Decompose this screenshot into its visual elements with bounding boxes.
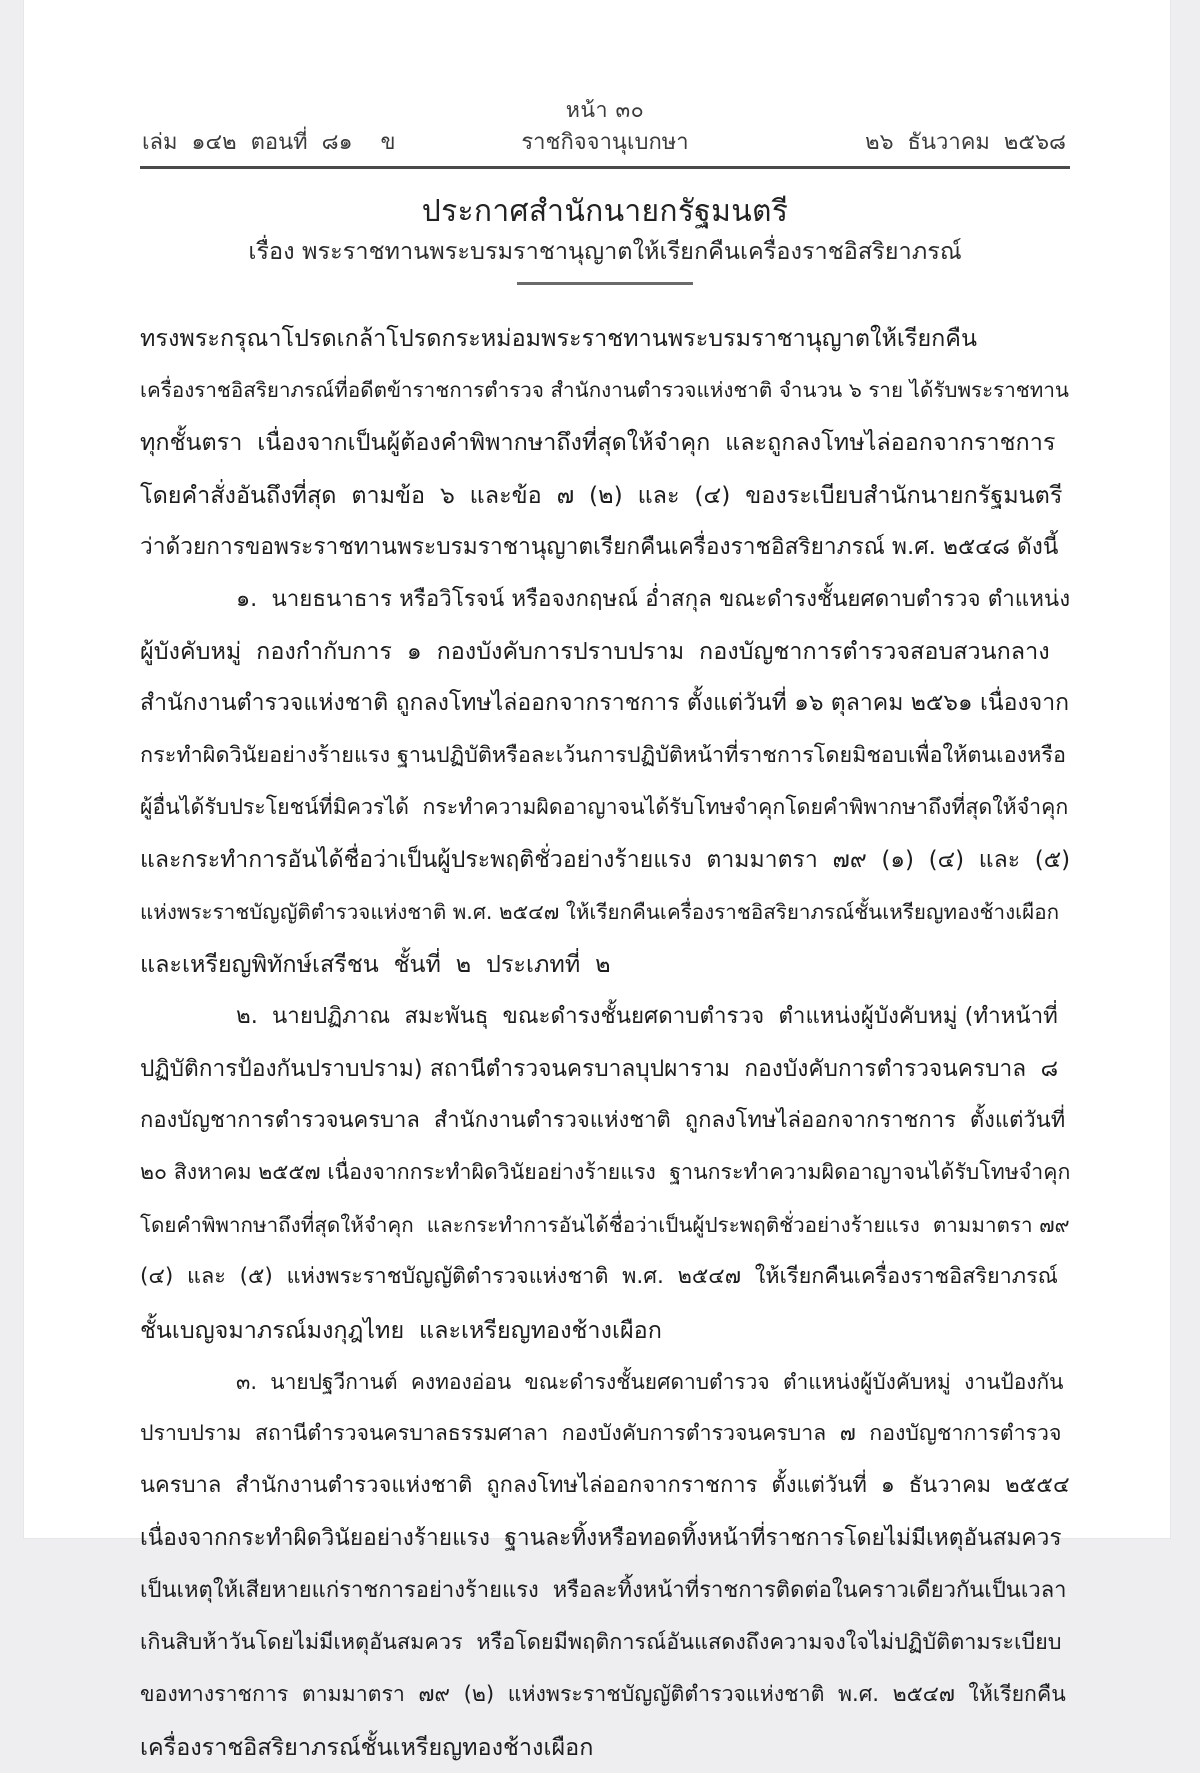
body-line: กองบัญชาการตำรวจนครบาล สำนักงานตำรวจแห่งชาติ ถูกลงโทษไล่ออกจากราชการ ตั้งแต่วันที่ — [140, 1107, 1066, 1133]
page-content-area — [140, 0, 1070, 1762]
body-line: แห่งพระราชบัญญัติตำรวจแห่งชาติ พ.ศ. ๒๕๔๗ ให้เรียกคืนเครื่องราชอิสริยาภรณ์ชั้นเหรียญทองช้างเผือก — [140, 900, 1060, 925]
body-line: ปราบปราม สถานีตำรวจนครบาลธรรมศาลา กองบังคับการตำรวจนครบาล ๗ กองบัญชาการตำรวจ — [140, 1420, 1062, 1446]
body-line: (๔) และ (๕) แห่งพระราชบัญญัติตำรวจแห่งชาติ พ.ศ. ๒๕๔๗ ให้เรียกคืนเครื่องราชอิสริยาภรณ์ — [140, 1264, 1058, 1290]
body-line: ๒. นายปฏิภาณ สมะพันธุ ขณะดำรงชั้นยศดาบตำรวจ ตำแหน่งผู้บังคับหมู่ (ทำหน้าที่ — [236, 1003, 1058, 1030]
publication-date-label: ๒๖ ธันวาคม ๒๕๖๘ — [865, 130, 1066, 155]
body-line: เนื่องจากกระทำผิดวินัยอย่างร้ายแรง ฐานละทิ้งหรือทอดทิ้งหน้าที่ราชการโดยไม่มีเหตุอันสมควร — [140, 1525, 1062, 1552]
body-line: ผู้บังคับหมู่ กองกำกับการ ๑ กองบังคับการปราบปราม กองบัญชาการตำรวจสอบสวนกลาง — [140, 637, 1050, 666]
body-line: เครื่องราชอิสริยาภรณ์ชั้นเหรียญทองช้างเผือก — [140, 1733, 594, 1762]
body-line: เกินสิบห้าวันโดยไม่มีเหตุอันสมควร หรือโดยมีพฤติการณ์อันแสดงถึงความจงใจไม่ปฏิบัติตามระเบียบ — [140, 1629, 1062, 1655]
body-line: ๑. นายธนาธาร หรือวิโรจน์ หรือจงกฤษณ์ อ่ำสกุล ขณะดำรงชั้นยศดาบตำรวจ ตำแหน่ง — [236, 585, 1070, 612]
body-line: และกระทำการอันได้ชื่อว่าเป็นผู้ประพฤติชั่วอย่างร้ายแรง ตามมาตรา ๗๙ (๑) (๔) และ (๕) — [140, 846, 1070, 873]
body-line: ของทางราชการ ตามมาตรา ๗๙ (๒) แห่งพระราชบัญญัติตำรวจแห่งชาติ พ.ศ. ๒๕๔๗ ให้เรียกคืน — [140, 1681, 1066, 1707]
paragraph-preamble — [140, 312, 1070, 573]
body-line: ทุกชั้นตรา เนื่องจากเป็นผู้ต้องคำพิพากษาถึงที่สุดให้จำคุก และถูกลงโทษไล่ออกจากราชการ — [140, 428, 1056, 457]
document-subject: เรื่อง พระราชทานพระบรมราชานุญาตให้เรียกคืนเครื่องราชอิสริยาภรณ์ — [248, 237, 962, 265]
body-line: ทรงพระกรุณาโปรดเกล้าโปรดกระหม่อมพระราชทานพระบรมราชานุญาตให้เรียกคืน — [140, 324, 977, 352]
body-line: ผู้อื่นได้รับประโยชน์ที่มิควรได้ กระทำความผิดอาญาจนได้รับโทษจำคุกโดยคำพิพากษาถึงที่สุดให้จำคุก — [140, 794, 1069, 820]
running-head-row — [140, 126, 1070, 160]
body-line: เครื่องราชอิสริยาภรณ์ที่อดีตข้าราชการตำรวจ สำนักงานตำรวจแห่งชาติ จำนวน ๖ ราย ได้รับพระราชทาน — [140, 378, 1069, 403]
document-body — [140, 312, 1070, 1773]
paragraph-item-3 — [140, 1356, 1070, 1773]
body-line: ๓. นายปฐวีกานต์ คงทองอ่อน ขณะดำรงชั้นยศดาบตำรวจ ตำแหน่งผู้บังคับหมู่ งานป้องกัน — [236, 1369, 1064, 1394]
running-head — [140, 96, 1070, 160]
header-rule — [140, 166, 1070, 169]
document-title: ประกาศสำนักนายกรัฐมนตรี — [421, 194, 789, 229]
body-line: และเหรียญพิทักษ์เสรีชน ชั้นที่ ๒ ประเภทที่ ๒ — [140, 950, 611, 979]
gazette-name-label: ราชกิจจานุเบกษา — [521, 130, 689, 155]
page-number-label: หน้า ๓๐ — [565, 98, 645, 123]
body-line: ๒๐ สิงหาคม ๒๕๕๗ เนื่องจากกระทำผิดวินัยอย่างร้ายแรง ฐานกระทำความผิดอาญาจนได้รับโทษจำคุก — [140, 1160, 1070, 1185]
body-line: นครบาล สำนักงานตำรวจแห่งชาติ ถูกลงโทษไล่ออกจากราชการ ตั้งแต่วันที่ ๑ ธันวาคม ๒๕๕๔ — [140, 1473, 1070, 1499]
body-line: กระทำผิดวินัยอย่างร้ายแรง ฐานปฏิบัติหรือละเว้นการปฏิบัติหน้าที่ราชการโดยมิชอบเพื่อให้ตนเองหรือ — [140, 742, 1067, 768]
paragraph-item-1 — [140, 573, 1070, 991]
body-line: ชั้นเบญจมาภรณ์มงกุฎไทย และเหรียญทองช้างเผือก — [140, 1315, 662, 1344]
body-line: ว่าด้วยการขอพระราชทานพระบรมราชานุญาตเรียกคืนเครื่องราชอิสริยาภรณ์ พ.ศ. ๒๕๔๘ ดังนี้ — [140, 533, 1059, 560]
body-line: ปฏิบัติการป้องกันปราบปราม) สถานีตำรวจนครบาลบุปผาราม กองบังคับการตำรวจนครบาล ๘ — [140, 1055, 1059, 1082]
title-block — [140, 192, 1070, 285]
body-line: โดยคำพิพากษาถึงที่สุดให้จำคุก และกระทำการอันได้ชื่อว่าเป็นผู้ประพฤติชั่วอย่างร้ายแรง ตามมาตรา ๗๙ — [140, 1213, 1070, 1238]
body-line: โดยคำสั่งอันถึงที่สุด ตามข้อ ๖ และข้อ ๗ (๒) และ (๔) ของระเบียบสำนักนายกรัฐมนตรี — [140, 480, 1063, 509]
document-page — [24, 0, 1170, 1762]
title-divider — [517, 282, 693, 285]
volume-issue-label: เล่ม ๑๔๒ ตอนที่ ๘๑ ข — [142, 130, 396, 155]
paragraph-item-2 — [140, 990, 1070, 1355]
body-line: เป็นเหตุให้เสียหายแก่ราชการอย่างร้ายแรง หรือละทิ้งหน้าที่ราชการติดต่อในคราวเดียวกันเป็นเวลา — [140, 1577, 1067, 1603]
body-line: สำนักงานตำรวจแห่งชาติ ถูกลงโทษไล่ออกจากราชการ ตั้งแต่วันที่ ๑๖ ตุลาคม ๒๕๖๑ เนื่องจาก — [140, 690, 1070, 717]
